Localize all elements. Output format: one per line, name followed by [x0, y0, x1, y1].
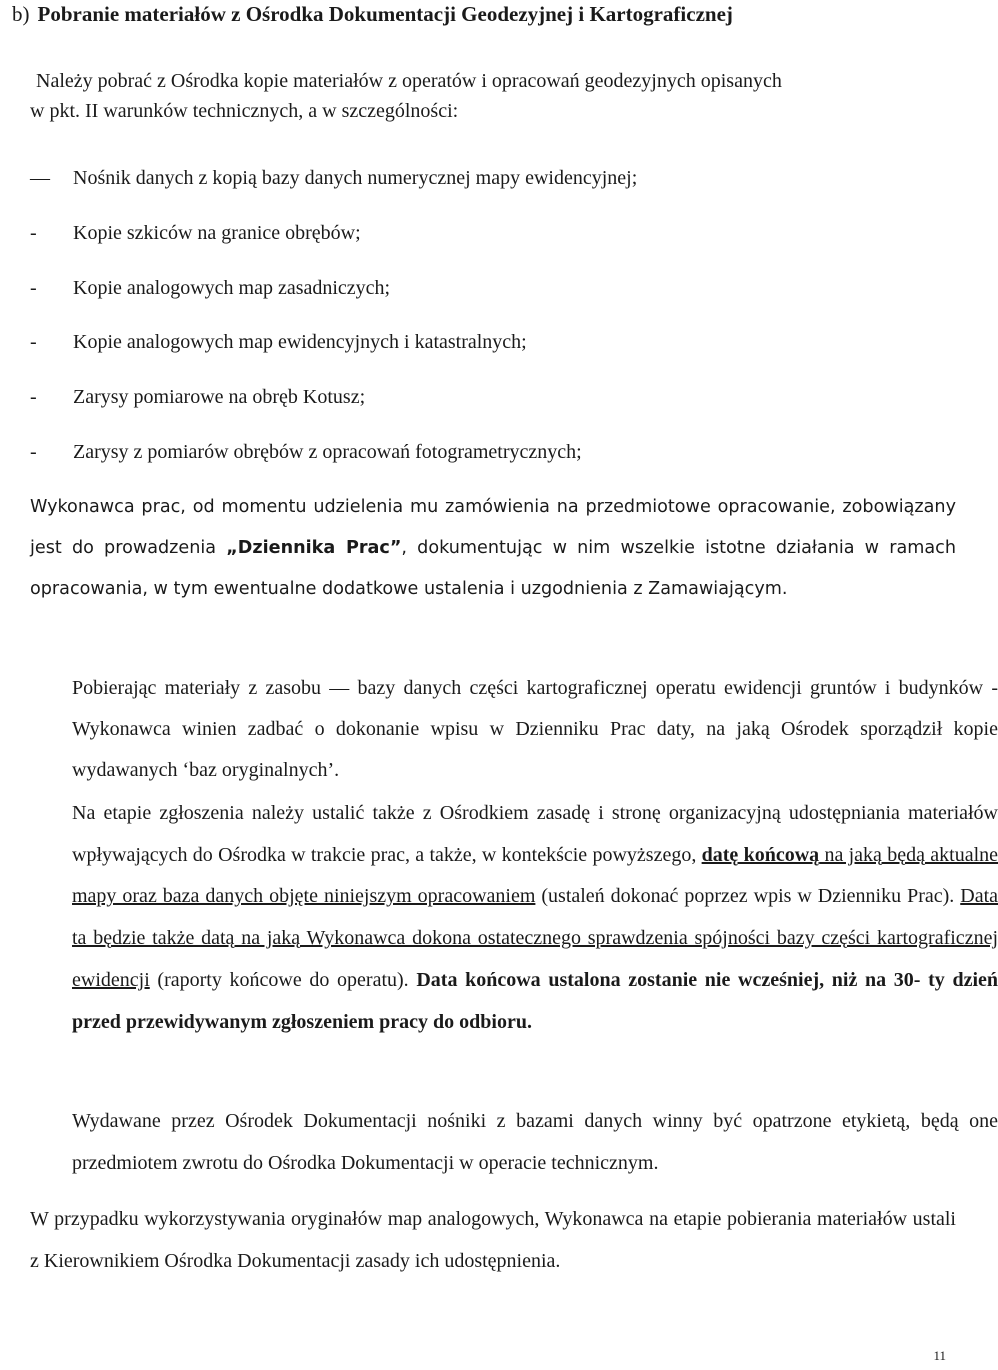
list-item-text: Zarysy z pomiarów obrębów z opracowań fotogrametrycznych; [73, 440, 582, 463]
list-item [30, 163, 930, 218]
intro-line-1: Należy pobrać z Ośrodka kopie materiałów z operatów i opracowań geodezyjnych opisanych [36, 70, 782, 92]
paragraph-text: (ustaleń dokonać poprzez wpis w Dzienniku Prac). [535, 885, 961, 908]
bold-text: Data końcowa ustalona zostanie nie wcześniej, niż na 30- ty dzień przed przewidywanym zgłoszeniem pracy do odbioru. [72, 968, 998, 1033]
paragraph-text: W przypadku wykorzystywania oryginałów map analogowych, Wykonawca na etapie pobierania materiałów ustali z Kierownikiem Ośrodka Dokumentacji zasady ich udostępnienia. [30, 1208, 956, 1272]
underlined-text: na jaką będą aktualne mapy oraz baza danych objęte niniejszym opracowaniem [72, 843, 998, 908]
underlined-text: Data ta będzie także datą na jaką Wykonawca dokona ostatecznego sprawdzenia spójności bazy części kartograficznej ewidencji [72, 885, 998, 991]
list-marker: - [30, 221, 37, 244]
paragraph-text: Wydawane przez Ośrodek Dokumentacji nośniki z bazami danych winny być opatrzone etykietą, będą one przedmiotem zwrotu do Ośrodka Dokumentacji w operacie technicznym. [72, 1110, 998, 1174]
paragraph-text: Pobierając materiały z zasobu — bazy danych części kartograficznej operatu ewidencji gruntów i budynków - Wykonawca winien zadbać o dokonanie wpisu w Dzienniku Prac daty, na jaką Ośrodek sporządził kopie wydawanych ‘baz oryginalnych’. [72, 677, 998, 781]
list-item-text: Kopie analogowych map zasadniczych; [73, 276, 391, 299]
paragraph-notification-stage [30, 793, 998, 1043]
list-item [30, 437, 930, 492]
list-item [30, 382, 930, 437]
paragraph-original-maps [30, 1198, 956, 1282]
paragraph-work-diary [30, 487, 956, 610]
paragraph-text: Wykonawca prac, od momentu udzielenia mu zamówienia na przedmiotowe opracowanie, zobowiązany jest do prowadzenia [30, 497, 956, 558]
paragraph-issued-media [30, 1100, 998, 1184]
list-item [30, 327, 930, 382]
list-item [30, 218, 930, 273]
list-item-text: Nośnik danych z kopią bazy danych numerycznej mapy ewidencyjnej; [73, 167, 638, 189]
diary-name: „Dziennika Prac” [226, 538, 402, 558]
paragraph-retrieving-materials [30, 668, 998, 791]
list-marker: - [30, 331, 37, 354]
list-marker: — [30, 167, 50, 189]
list-item-text: Zarysy pomiarowe na obręb Kotusz; [73, 386, 366, 409]
list-item [30, 273, 930, 328]
list-item-text: Kopie analogowych map ewidencyjnych i katastralnych; [73, 331, 527, 354]
paragraph-text: Na etapie zgłoszenia należy ustalić także z Ośrodkiem zasadę i stronę organizacyjną udostępniania materiałów wpływających do Ośrodka w trakcie prac, a także, w kontekście powyższego, [72, 802, 998, 866]
list-item-text: Kopie szkiców na granice obrębów; [73, 221, 361, 244]
paragraph-text: , dokumentując w nim wszelkie istotne działania w ramach opracowania, w tym ewentualne dodatkowe ustalenia i uzgodnienia z Zamawiającym. [30, 538, 957, 599]
paragraph-text: (raporty końcowe do operatu). [149, 968, 417, 991]
page-number: 11 [933, 1348, 946, 1363]
intro-paragraph [30, 66, 956, 126]
end-date-term: datę końcową [701, 843, 820, 866]
section-title: Pobranie materiałów z Ośrodka Dokumentacji Geodezyjnej i Kartograficznej [37, 2, 733, 26]
list-marker: - [30, 440, 37, 463]
materials-list [30, 163, 930, 492]
intro-line-2: w pkt. II warunków technicznych, a w szczególności: [30, 100, 459, 122]
list-marker: - [30, 386, 37, 409]
section-letter: b) [12, 2, 30, 26]
list-marker: - [30, 276, 37, 299]
section-heading [12, 0, 733, 28]
